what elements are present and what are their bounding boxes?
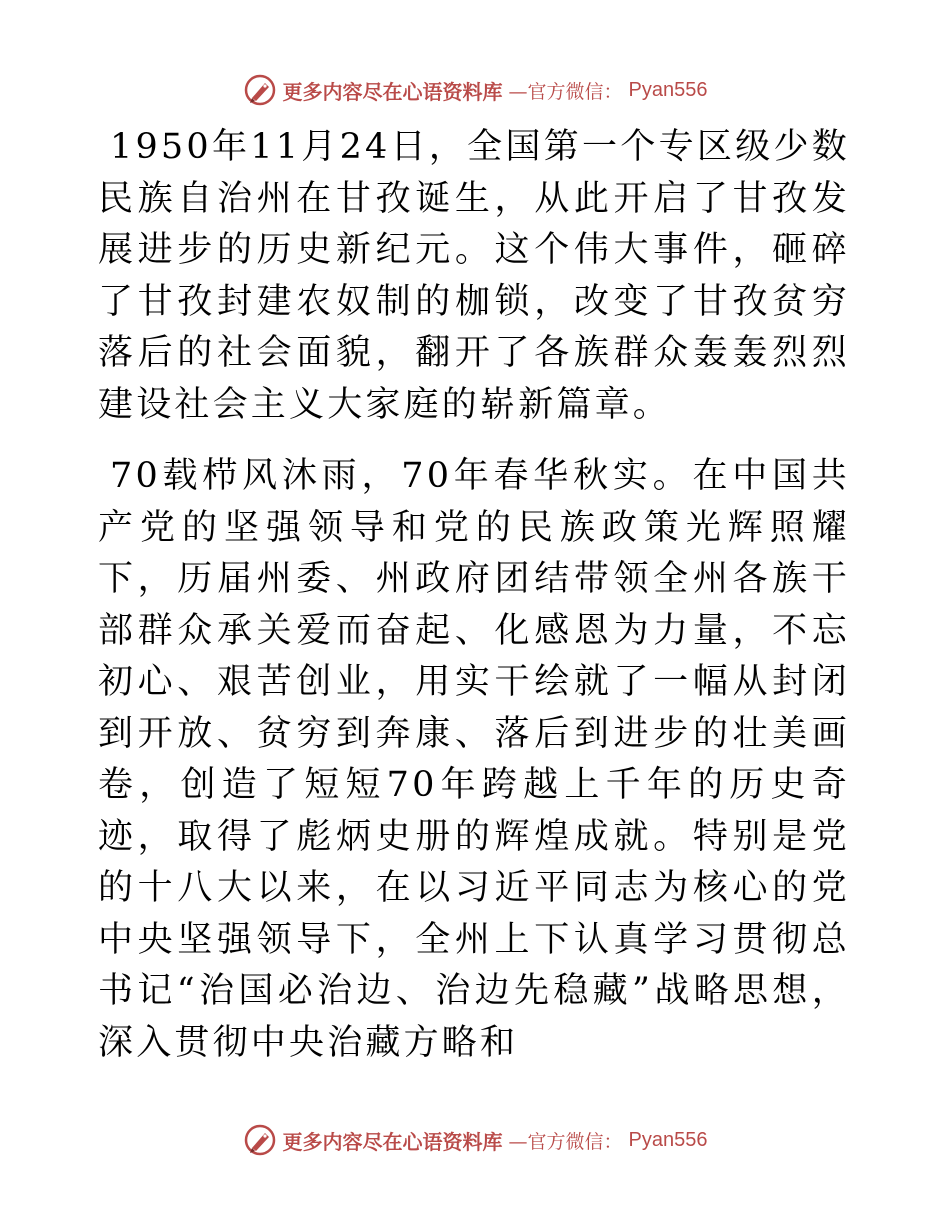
footer-wechat-label: —官方微信： — [508, 1130, 623, 1153]
pen-nib-logo-icon — [243, 73, 277, 107]
footer-wechat-id: Pyan556 — [628, 1128, 708, 1151]
header-banner — [0, 70, 950, 110]
header-wechat-label: —官方微信： — [508, 80, 623, 103]
header-wechat-id: Pyan556 — [628, 78, 708, 101]
footer-banner — [0, 1120, 950, 1160]
document-body — [98, 122, 850, 1089]
footer-site-text: 更多内容尽在心语资料库 — [282, 1129, 503, 1154]
paragraph-2: 70载栉风沐雨，70年春华秋实。在中国共产党的坚强领导和党的民族政策光辉照耀下，历届州委、州政府团结带领全州各族干部群众承关爱而奋起、化感恩为力量，不忘初心、艰苦创业，用实干绘就了一幅从封闭到开放、贫穷到奔康、落后到进步的壮美画卷，创造了短短70年跨越上千年的历史奇迹，取得了彪炳史册的辉煌成就。特别是党的十八大以来，在以习近平同志为核心的党中央坚强领导下，全州上下认真学习贯彻总书记“治国必治边、治边先稳藏”战略思想，深入贯彻中央治藏方略和 — [98, 456, 850, 1063]
paragraph-1: 1950年11月24日，全国第一个专区级少数民族自治州在甘孜诞生，从此开启了甘孜发展进步的历史新纪元。这个伟大事件，砸碎了甘孜封建农奴制的枷锁，改变了甘孜贫穷落后的社会面貌，翻开了各族群众轰轰烈烈建设社会主义大家庭的崭新篇章。 — [98, 127, 850, 425]
header-site-text: 更多内容尽在心语资料库 — [282, 79, 503, 104]
pen-nib-logo-icon — [243, 1123, 277, 1157]
